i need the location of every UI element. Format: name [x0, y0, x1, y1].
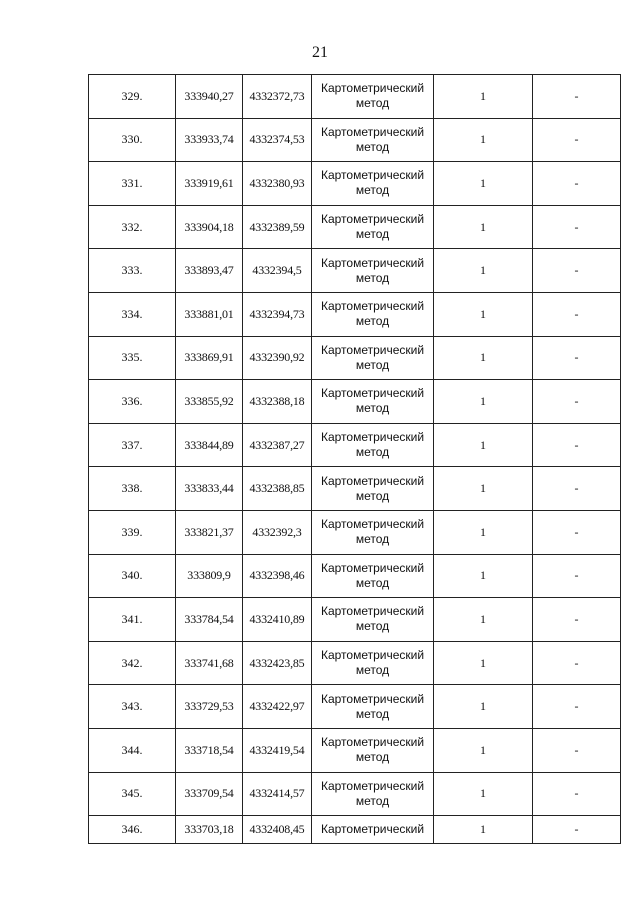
method: Картометрический — [312, 816, 434, 844]
point-number: 343. — [89, 685, 176, 729]
coordinate-x: 333893,47 — [176, 249, 243, 293]
accuracy: 1 — [434, 554, 533, 598]
coordinate-x: 333809,9 — [176, 554, 243, 598]
method: Картометрический метод — [312, 598, 434, 642]
coordinate-x: 333821,37 — [176, 510, 243, 554]
coordinate-y: 4332414,57 — [243, 772, 312, 816]
coordinate-x: 333844,89 — [176, 423, 243, 467]
table-row — [89, 205, 621, 249]
accuracy: 1 — [434, 205, 533, 249]
coordinate-y: 4332394,5 — [243, 249, 312, 293]
table-row — [89, 423, 621, 467]
note: - — [533, 772, 621, 816]
point-number: 337. — [89, 423, 176, 467]
point-number: 329. — [89, 75, 176, 119]
coordinate-y: 4332398,46 — [243, 554, 312, 598]
note: - — [533, 423, 621, 467]
coordinates-table-body — [89, 75, 621, 844]
table-row — [89, 336, 621, 380]
coordinate-x: 333784,54 — [176, 598, 243, 642]
point-number: 332. — [89, 205, 176, 249]
point-number: 340. — [89, 554, 176, 598]
note: - — [533, 336, 621, 380]
accuracy: 1 — [434, 336, 533, 380]
table-row — [89, 641, 621, 685]
accuracy: 1 — [434, 772, 533, 816]
coordinate-x: 333729,53 — [176, 685, 243, 729]
accuracy: 1 — [434, 118, 533, 162]
coordinate-x: 333741,68 — [176, 641, 243, 685]
point-number: 339. — [89, 510, 176, 554]
coordinate-x: 333718,54 — [176, 728, 243, 772]
coordinate-x: 333904,18 — [176, 205, 243, 249]
note: - — [533, 728, 621, 772]
method: Картометрический метод — [312, 75, 434, 119]
coordinate-x: 333940,27 — [176, 75, 243, 119]
coordinate-x: 333919,61 — [176, 162, 243, 206]
coordinate-x: 333855,92 — [176, 380, 243, 424]
point-number: 330. — [89, 118, 176, 162]
point-number: 334. — [89, 292, 176, 336]
note: - — [533, 205, 621, 249]
table-row — [89, 510, 621, 554]
note: - — [533, 685, 621, 729]
note: - — [533, 162, 621, 206]
point-number: 336. — [89, 380, 176, 424]
table-row — [89, 685, 621, 729]
point-number: 344. — [89, 728, 176, 772]
note: - — [533, 598, 621, 642]
coordinates-table — [88, 74, 621, 844]
table-row — [89, 816, 621, 844]
coordinate-x: 333869,91 — [176, 336, 243, 380]
table-row — [89, 118, 621, 162]
accuracy: 1 — [434, 467, 533, 511]
accuracy: 1 — [434, 162, 533, 206]
table-row — [89, 75, 621, 119]
accuracy: 1 — [434, 598, 533, 642]
note: - — [533, 249, 621, 293]
accuracy: 1 — [434, 75, 533, 119]
accuracy: 1 — [434, 685, 533, 729]
table-row — [89, 249, 621, 293]
method: Картометрический метод — [312, 162, 434, 206]
point-number: 331. — [89, 162, 176, 206]
method: Картометрический метод — [312, 336, 434, 380]
accuracy: 1 — [434, 728, 533, 772]
accuracy: 1 — [434, 380, 533, 424]
note: - — [533, 292, 621, 336]
method: Картометрический метод — [312, 423, 434, 467]
coordinate-y: 4332388,18 — [243, 380, 312, 424]
table-row — [89, 772, 621, 816]
point-number: 346. — [89, 816, 176, 844]
method: Картометрический метод — [312, 772, 434, 816]
method: Картометрический метод — [312, 118, 434, 162]
method: Картометрический метод — [312, 380, 434, 424]
coordinate-y: 4332422,97 — [243, 685, 312, 729]
point-number: 338. — [89, 467, 176, 511]
accuracy: 1 — [434, 249, 533, 293]
method: Картометрический метод — [312, 510, 434, 554]
accuracy: 1 — [434, 292, 533, 336]
coordinate-x: 333833,44 — [176, 467, 243, 511]
coordinate-y: 4332387,27 — [243, 423, 312, 467]
coordinate-y: 4332388,85 — [243, 467, 312, 511]
point-number: 342. — [89, 641, 176, 685]
note: - — [533, 467, 621, 511]
note: - — [533, 118, 621, 162]
note: - — [533, 816, 621, 844]
coordinate-y: 4332380,93 — [243, 162, 312, 206]
coordinate-y: 4332394,73 — [243, 292, 312, 336]
table-row — [89, 728, 621, 772]
note: - — [533, 554, 621, 598]
note: - — [533, 641, 621, 685]
coordinate-x: 333933,74 — [176, 118, 243, 162]
coordinate-y: 4332423,85 — [243, 641, 312, 685]
page-number: 21 — [312, 44, 328, 61]
method: Картометрический метод — [312, 554, 434, 598]
accuracy: 1 — [434, 510, 533, 554]
table-row — [89, 467, 621, 511]
table-row — [89, 598, 621, 642]
table-row — [89, 380, 621, 424]
note: - — [533, 380, 621, 424]
method: Картометрический метод — [312, 467, 434, 511]
coordinate-y: 4332392,3 — [243, 510, 312, 554]
method: Картометрический метод — [312, 249, 434, 293]
table-row — [89, 554, 621, 598]
coordinate-x: 333703,18 — [176, 816, 243, 844]
method: Картометрический метод — [312, 641, 434, 685]
coordinate-y: 4332390,92 — [243, 336, 312, 380]
coordinate-y: 4332374,53 — [243, 118, 312, 162]
accuracy: 1 — [434, 641, 533, 685]
method: Картометрический метод — [312, 292, 434, 336]
note: - — [533, 510, 621, 554]
method: Картометрический метод — [312, 685, 434, 729]
coordinate-y: 4332372,73 — [243, 75, 312, 119]
coordinate-x: 333881,01 — [176, 292, 243, 336]
accuracy: 1 — [434, 423, 533, 467]
coordinate-x: 333709,54 — [176, 772, 243, 816]
point-number: 345. — [89, 772, 176, 816]
table-row — [89, 162, 621, 206]
note: - — [533, 75, 621, 119]
accuracy: 1 — [434, 816, 533, 844]
method: Картометрический метод — [312, 728, 434, 772]
coordinate-y: 4332410,89 — [243, 598, 312, 642]
coordinate-y: 4332408,45 — [243, 816, 312, 844]
coordinate-y: 4332389,59 — [243, 205, 312, 249]
point-number: 333. — [89, 249, 176, 293]
method: Картометрический метод — [312, 205, 434, 249]
point-number: 341. — [89, 598, 176, 642]
coordinate-y: 4332419,54 — [243, 728, 312, 772]
point-number: 335. — [89, 336, 176, 380]
table-row — [89, 292, 621, 336]
